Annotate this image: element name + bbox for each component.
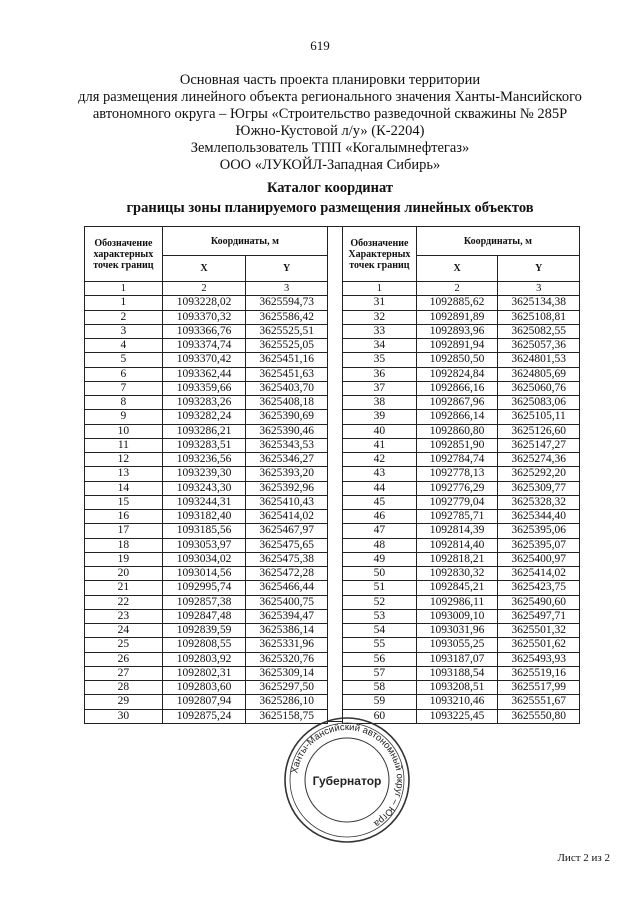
- table-row: [343, 381, 580, 395]
- point-id-cell: 23: [85, 609, 163, 623]
- y-cell: 3625451,16: [246, 353, 328, 367]
- point-id-cell: 14: [85, 481, 163, 495]
- x-cell: 1092778,13: [416, 467, 498, 481]
- header-line-2: для размещения линейного объекта регионального значения Ханты-Мансийского: [78, 89, 582, 105]
- point-id-cell: 56: [343, 652, 417, 666]
- point-id-cell: 27: [85, 666, 163, 680]
- table-row: [85, 581, 328, 595]
- point-id-cell: 10: [85, 424, 163, 438]
- table-row: [85, 453, 328, 467]
- x-cell: 1093188,54: [416, 666, 498, 680]
- x-cell: 1092776,29: [416, 481, 498, 495]
- table-row: [343, 567, 580, 581]
- x-cell: 1092986,11: [416, 595, 498, 609]
- table-row: [85, 666, 328, 680]
- table-row: [343, 609, 580, 623]
- y-cell: 3625393,20: [246, 467, 328, 481]
- x-cell: 1092824,84: [416, 367, 498, 381]
- header-line-3: автономного округа – Югры «Строительство разведочной скважины № 285Р: [92, 106, 568, 122]
- table-row: [343, 666, 580, 680]
- table-separator: [328, 226, 342, 722]
- x-cell: 1092785,71: [416, 510, 498, 524]
- table-row: [85, 438, 328, 452]
- table-row: [85, 367, 328, 381]
- x-cell: 1093228,02: [162, 296, 246, 310]
- table-row: [85, 510, 328, 524]
- point-id-cell: 1: [85, 296, 163, 310]
- point-id-cell: 47: [343, 524, 417, 538]
- seal-ring-text: Ханты-Мансийский автономный округ – Югра: [289, 721, 406, 830]
- point-id-cell: 51: [343, 581, 417, 595]
- table-row: [85, 524, 328, 538]
- table-row: [85, 567, 328, 581]
- table-row: [85, 695, 328, 709]
- point-id-cell: 42: [343, 453, 417, 467]
- point-id-cell: 37: [343, 381, 417, 395]
- y-cell: 3625390,69: [246, 410, 328, 424]
- point-id-cell: 20: [85, 567, 163, 581]
- x-cell: 1093283,51: [162, 438, 246, 452]
- page-number: 619: [310, 38, 330, 53]
- table-row: [85, 339, 328, 353]
- catalog-title-line-1: Каталог координат: [266, 180, 394, 196]
- y-cell: 3625292,20: [498, 467, 580, 481]
- y-cell: 3625158,75: [246, 709, 328, 723]
- x-cell: 1093236,56: [162, 453, 246, 467]
- x-cell: 1093282,24: [162, 410, 246, 424]
- table-row: [85, 424, 328, 438]
- point-id-cell: 53: [343, 609, 417, 623]
- point-id-cell: 55: [343, 638, 417, 652]
- table-row: [343, 310, 580, 324]
- point-id-cell: 21: [85, 581, 163, 595]
- header-y: Y: [246, 256, 328, 282]
- table-row: [85, 495, 328, 509]
- y-cell: 3625466,44: [246, 581, 328, 595]
- coordinates-table-right: [342, 226, 580, 724]
- table-row: [85, 681, 328, 695]
- y-cell: 3625501,62: [498, 638, 580, 652]
- y-cell: 3625525,51: [246, 324, 328, 338]
- header-x: X: [162, 256, 246, 282]
- table-row: [343, 481, 580, 495]
- point-id-cell: 32: [343, 310, 417, 324]
- y-cell: 3625451,63: [246, 367, 328, 381]
- table-row: [85, 595, 328, 609]
- point-id-cell: 18: [85, 538, 163, 552]
- point-id-cell: 57: [343, 666, 417, 680]
- y-cell: 3625060,76: [498, 381, 580, 395]
- table-row: [343, 681, 580, 695]
- header-point: Обозначение характерных точек границ: [85, 227, 163, 282]
- column-number: 2: [162, 282, 246, 296]
- header-line-4: Южно-Кустовой л/у» (К-2204): [235, 123, 425, 139]
- table-row: [343, 296, 580, 310]
- table-row: [343, 495, 580, 509]
- x-cell: 1092893,96: [416, 324, 498, 338]
- x-cell: 1092891,89: [416, 310, 498, 324]
- point-id-cell: 58: [343, 681, 417, 695]
- x-cell: 1093283,26: [162, 396, 246, 410]
- y-cell: 3624805,69: [498, 367, 580, 381]
- x-cell: 1093359,66: [162, 381, 246, 395]
- point-id-cell: 60: [343, 709, 417, 723]
- y-cell: 3625309,14: [246, 666, 328, 680]
- coordinates-catalog: [84, 226, 580, 722]
- point-id-cell: 24: [85, 624, 163, 638]
- y-cell: 3625394,47: [246, 609, 328, 623]
- x-cell: 1092807,94: [162, 695, 246, 709]
- y-cell: 3625517,99: [498, 681, 580, 695]
- y-cell: 3625594,73: [246, 296, 328, 310]
- y-cell: 3624801,53: [498, 353, 580, 367]
- document-header: [60, 72, 600, 174]
- point-id-cell: 17: [85, 524, 163, 538]
- point-id-cell: 5: [85, 353, 163, 367]
- column-number: 1: [85, 282, 163, 296]
- x-cell: 1093244,31: [162, 495, 246, 509]
- table-row: [343, 324, 580, 338]
- point-id-cell: 38: [343, 396, 417, 410]
- table-row: [85, 552, 328, 566]
- y-cell: 3625550,80: [498, 709, 580, 723]
- point-id-cell: 4: [85, 339, 163, 353]
- point-id-cell: 44: [343, 481, 417, 495]
- column-number: 1: [343, 282, 417, 296]
- point-id-cell: 36: [343, 367, 417, 381]
- x-cell: 1093243,30: [162, 481, 246, 495]
- point-id-cell: 34: [343, 339, 417, 353]
- y-cell: 3625082,55: [498, 324, 580, 338]
- table-row: [85, 381, 328, 395]
- y-cell: 3625286,10: [246, 695, 328, 709]
- table-row: [343, 538, 580, 552]
- table-row: [85, 638, 328, 652]
- y-cell: 3625297,50: [246, 681, 328, 695]
- point-id-cell: 22: [85, 595, 163, 609]
- x-cell: 1093053,97: [162, 538, 246, 552]
- table-row: [343, 695, 580, 709]
- point-id-cell: 59: [343, 695, 417, 709]
- point-id-cell: 52: [343, 595, 417, 609]
- header-coordinates: Координаты, м: [416, 227, 579, 256]
- table-row: [85, 396, 328, 410]
- y-cell: 3625400,97: [498, 552, 580, 566]
- y-cell: 3625497,71: [498, 609, 580, 623]
- x-cell: 1092860,80: [416, 424, 498, 438]
- table-row: [343, 652, 580, 666]
- y-cell: 3625400,75: [246, 595, 328, 609]
- table-row: [343, 638, 580, 652]
- point-id-cell: 35: [343, 353, 417, 367]
- x-cell: 1092891,94: [416, 339, 498, 353]
- point-id-cell: 6: [85, 367, 163, 381]
- y-cell: 3625414,02: [498, 567, 580, 581]
- point-id-cell: 25: [85, 638, 163, 652]
- official-seal: [283, 716, 411, 844]
- point-id-cell: 54: [343, 624, 417, 638]
- table-row: [343, 396, 580, 410]
- table-row: [343, 339, 580, 353]
- point-id-cell: 26: [85, 652, 163, 666]
- y-cell: 3625392,96: [246, 481, 328, 495]
- x-cell: 1092814,39: [416, 524, 498, 538]
- table-row: [85, 538, 328, 552]
- table-row: [343, 510, 580, 524]
- point-id-cell: 30: [85, 709, 163, 723]
- y-cell: 3625490,60: [498, 595, 580, 609]
- point-id-cell: 46: [343, 510, 417, 524]
- x-cell: 1092784,74: [416, 453, 498, 467]
- header-line-1: Основная часть проекта планировки территории: [179, 72, 481, 88]
- x-cell: 1093185,56: [162, 524, 246, 538]
- point-id-cell: 19: [85, 552, 163, 566]
- table-row: [343, 624, 580, 638]
- table-row: [85, 410, 328, 424]
- table-row: [85, 624, 328, 638]
- column-number: 2: [416, 282, 498, 296]
- y-cell: 3625519,16: [498, 666, 580, 680]
- point-id-cell: 31: [343, 296, 417, 310]
- table-row: [85, 467, 328, 481]
- table-row: [343, 552, 580, 566]
- y-cell: 3625328,32: [498, 495, 580, 509]
- y-cell: 3625472,28: [246, 567, 328, 581]
- table-row: [343, 467, 580, 481]
- x-cell: 1092839,59: [162, 624, 246, 638]
- x-cell: 1092818,21: [416, 552, 498, 566]
- y-cell: 3625105,11: [498, 410, 580, 424]
- x-cell: 1092814,40: [416, 538, 498, 552]
- y-cell: 3625390,46: [246, 424, 328, 438]
- point-id-cell: 33: [343, 324, 417, 338]
- y-cell: 3625320,76: [246, 652, 328, 666]
- y-cell: 3625501,32: [498, 624, 580, 638]
- header-point: Обозначение Характерных точек границ: [343, 227, 417, 282]
- x-cell: 1092867,96: [416, 396, 498, 410]
- point-id-cell: 12: [85, 453, 163, 467]
- point-id-cell: 50: [343, 567, 417, 581]
- y-cell: 3625423,75: [498, 581, 580, 595]
- x-cell: 1092857,38: [162, 595, 246, 609]
- point-id-cell: 39: [343, 410, 417, 424]
- table-row: [85, 481, 328, 495]
- header-coordinates: Координаты, м: [162, 227, 327, 256]
- x-cell: 1093286,21: [162, 424, 246, 438]
- y-cell: 3625410,43: [246, 495, 328, 509]
- point-id-cell: 45: [343, 495, 417, 509]
- table-row: [85, 296, 328, 310]
- x-cell: 1092885,62: [416, 296, 498, 310]
- y-cell: 3625147,27: [498, 438, 580, 452]
- x-cell: 1093055,25: [416, 638, 498, 652]
- x-cell: 1093362,44: [162, 367, 246, 381]
- x-cell: 1093374,74: [162, 339, 246, 353]
- point-id-cell: 43: [343, 467, 417, 481]
- x-cell: 1092866,14: [416, 410, 498, 424]
- y-cell: 3625346,27: [246, 453, 328, 467]
- x-cell: 1093034,02: [162, 552, 246, 566]
- point-id-cell: 15: [85, 495, 163, 509]
- x-cell: 1092995,74: [162, 581, 246, 595]
- y-cell: 3625525,05: [246, 339, 328, 353]
- x-cell: 1092779,04: [416, 495, 498, 509]
- y-cell: 3625493,93: [498, 652, 580, 666]
- x-cell: 1093014,56: [162, 567, 246, 581]
- column-number: 3: [246, 282, 328, 296]
- x-cell: 1092803,92: [162, 652, 246, 666]
- x-cell: 1093366,76: [162, 324, 246, 338]
- seal-center-text: Губернатор: [312, 774, 382, 788]
- y-cell: 3625403,70: [246, 381, 328, 395]
- point-id-cell: 3: [85, 324, 163, 338]
- table-row: [343, 367, 580, 381]
- column-number: 3: [498, 282, 580, 296]
- x-cell: 1093187,07: [416, 652, 498, 666]
- header-line-6: ООО «ЛУКОЙЛ-Западная Сибирь»: [219, 157, 441, 173]
- header-x: X: [416, 256, 498, 282]
- point-id-cell: 7: [85, 381, 163, 395]
- point-id-cell: 40: [343, 424, 417, 438]
- y-cell: 3625395,07: [498, 538, 580, 552]
- table-row: [343, 410, 580, 424]
- table-row: [85, 310, 328, 324]
- table-row: [343, 438, 580, 452]
- y-cell: 3625475,38: [246, 552, 328, 566]
- x-cell: 1092808,55: [162, 638, 246, 652]
- x-cell: 1092845,21: [416, 581, 498, 595]
- x-cell: 1093225,45: [416, 709, 498, 723]
- table-row: [343, 353, 580, 367]
- table-row: [343, 424, 580, 438]
- x-cell: 1093370,32: [162, 310, 246, 324]
- point-id-cell: 2: [85, 310, 163, 324]
- x-cell: 1093182,40: [162, 510, 246, 524]
- y-cell: 3625586,42: [246, 310, 328, 324]
- point-id-cell: 49: [343, 552, 417, 566]
- table-row: [85, 609, 328, 623]
- y-cell: 3625057,36: [498, 339, 580, 353]
- y-cell: 3625551,67: [498, 695, 580, 709]
- x-cell: 1093009,10: [416, 609, 498, 623]
- y-cell: 3625309,77: [498, 481, 580, 495]
- x-cell: 1093031,96: [416, 624, 498, 638]
- y-cell: 3625274,36: [498, 453, 580, 467]
- y-cell: 3625414,02: [246, 510, 328, 524]
- x-cell: 1093208,51: [416, 681, 498, 695]
- y-cell: 3625108,81: [498, 310, 580, 324]
- point-id-cell: 41: [343, 438, 417, 452]
- x-cell: 1092875,24: [162, 709, 246, 723]
- point-id-cell: 9: [85, 410, 163, 424]
- header-line-5: Землепользователь ТПП «Когалымнефтегаз»: [190, 140, 470, 156]
- y-cell: 3625467,97: [246, 524, 328, 538]
- y-cell: 3625134,38: [498, 296, 580, 310]
- x-cell: 1092803,60: [162, 681, 246, 695]
- y-cell: 3625386,14: [246, 624, 328, 638]
- table-row: [85, 652, 328, 666]
- x-cell: 1092850,50: [416, 353, 498, 367]
- y-cell: 3625408,18: [246, 396, 328, 410]
- point-id-cell: 29: [85, 695, 163, 709]
- point-id-cell: 13: [85, 467, 163, 481]
- header-y: Y: [498, 256, 580, 282]
- x-cell: 1092802,31: [162, 666, 246, 680]
- y-cell: 3625083,06: [498, 396, 580, 410]
- x-cell: 1093370,42: [162, 353, 246, 367]
- point-id-cell: 16: [85, 510, 163, 524]
- point-id-cell: 28: [85, 681, 163, 695]
- table-row: [85, 353, 328, 367]
- y-cell: 3625395,06: [498, 524, 580, 538]
- x-cell: 1092847,48: [162, 609, 246, 623]
- x-cell: 1093210,46: [416, 695, 498, 709]
- x-cell: 1092866,16: [416, 381, 498, 395]
- y-cell: 3625126,60: [498, 424, 580, 438]
- y-cell: 3625344,40: [498, 510, 580, 524]
- point-id-cell: 48: [343, 538, 417, 552]
- y-cell: 3625331,96: [246, 638, 328, 652]
- point-id-cell: 11: [85, 438, 163, 452]
- catalog-title: [40, 178, 620, 218]
- y-cell: 3625475,65: [246, 538, 328, 552]
- table-row: [85, 324, 328, 338]
- table-row: [343, 595, 580, 609]
- coordinates-table-left: [84, 226, 328, 724]
- table-row: [343, 581, 580, 595]
- y-cell: 3625343,53: [246, 438, 328, 452]
- table-row: [343, 453, 580, 467]
- table-row: [343, 524, 580, 538]
- sheet-number: Лист 2 из 2: [557, 852, 610, 864]
- x-cell: 1092830,32: [416, 567, 498, 581]
- catalog-title-line-2: границы зоны планируемого размещения линейных объектов: [126, 200, 534, 216]
- x-cell: 1092851,90: [416, 438, 498, 452]
- point-id-cell: 8: [85, 396, 163, 410]
- x-cell: 1093239,30: [162, 467, 246, 481]
